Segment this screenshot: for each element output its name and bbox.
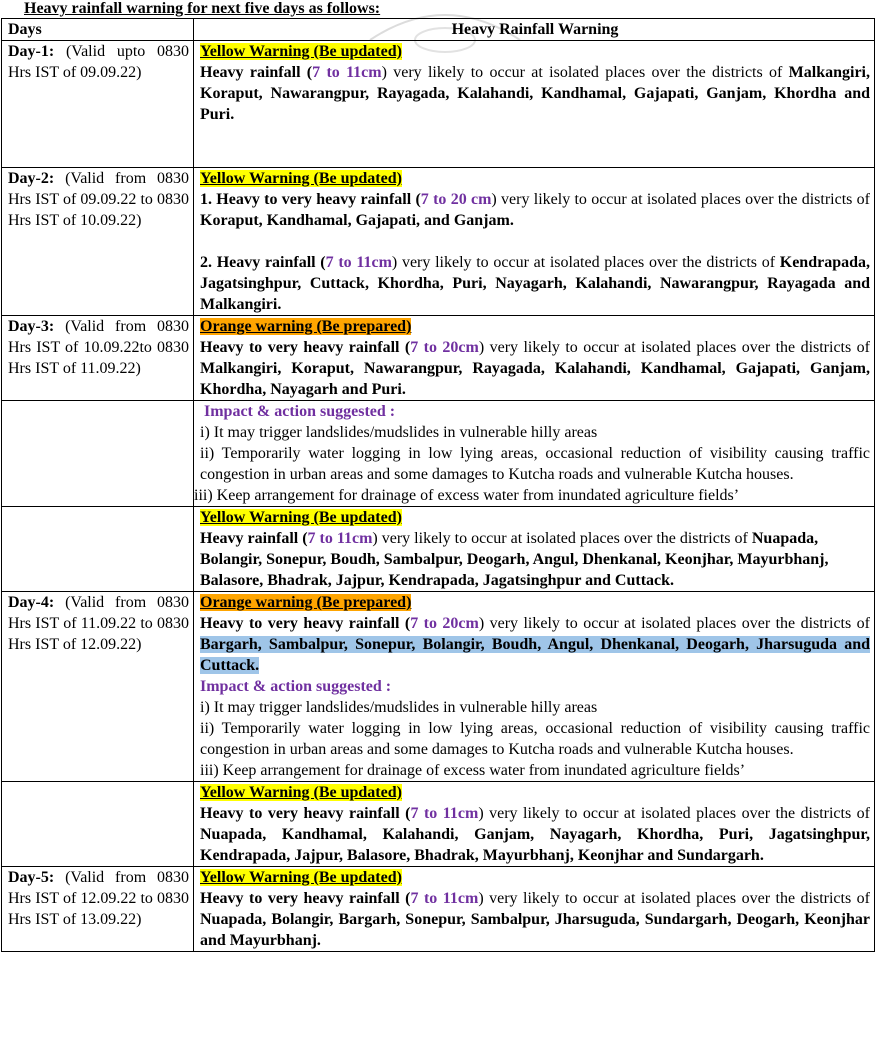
day4-validity: (Valid from 0830 Hrs IST of 11.09.22 to 0830 Hrs IST of 12.09.22) [8,594,189,653]
day4-impact-2: ii) Temporarily water logging in low lying areas, occasional reduction of visibility causing traffic congestion in urban areas and some damages to Kutcha roads and vulnerable Kutcha houses. [200,720,870,758]
day5-label: Day-5: [8,869,55,886]
day4-yellow-cell [194,782,875,867]
day3-warning-cell [194,316,875,401]
day3-text-pre: Heavy to very heavy rainfall ( [200,339,411,356]
day2-item2-mid: ) very likely to occur at isolated places over the districts of [391,254,780,271]
day2-warning-cell [194,168,875,316]
warning-table [1,18,875,952]
day2-item1-mid: ) very likely to occur at isolated places over the districts of [491,191,870,208]
day4-warning-cell [194,592,875,782]
day4-text-pre: Heavy to very heavy rainfall ( [200,615,411,632]
day5-amount: 7 to 11cm [410,890,479,907]
day4-yellow-row [2,782,875,867]
day4-yellow-mid: ) very likely to occur at isolated places over the districts of [478,805,871,822]
day4-amount: 7 to 20cm [410,615,479,632]
day1-districts: Malkangiri, Koraput, Nawarangpur, Rayagada, Kalahandi, Kandhamal, Gajapati, Ganjam, Khordha and Puri. [200,64,870,123]
header-warning: Heavy Rainfall Warning [194,19,875,41]
header-days: Days [2,19,194,41]
day4-yellow-badge: Yellow Warning (Be updated) [200,784,402,801]
day3-impact-row [2,401,875,507]
day1-warning-cell [194,41,875,168]
day1-yellow-badge: Yellow Warning (Be updated) [200,43,402,60]
day1-text-mid: ) very likely to occur at isolated places over the districts of [381,64,789,81]
day3-districts: Malkangiri, Koraput, Nawarangpur, Rayagada, Kalahandi, Kandhamal, Gajapati, Ganjam, Khordha, Nayagarh and Puri. [200,360,870,398]
day2-validity: (Valid from 0830 Hrs IST of 09.09.22 to 0830 Hrs IST of 10.09.22) [8,170,189,229]
day5-text-mid: ) very likely to occur at isolated places over the districts of [478,890,871,907]
day4-yellow-amount: 7 to 11cm [410,805,479,822]
day3-yellow-mid: ) very likely to occur at isolated places over the districts of [372,530,752,547]
day3-impact-2: ii) Temporarily water logging in low lying areas, occasional reduction of visibility causing traffic congestion in urban areas and some damages to Kutcha roads and vulnerable Kutcha houses. [200,445,870,483]
day5-districts: Nuapada, Bolangir, Bargarh, Sonepur, Sambalpur, Jharsuguda, Sundargarh, Deogarh, Keonjhar and Mayurbhanj. [200,911,870,949]
day3-row [2,316,875,401]
day1-text-pre: Heavy rainfall ( [200,64,313,81]
day3-days-cell [2,316,194,401]
day3-orange-badge: Orange warning (Be prepared) [200,318,412,335]
day2-item1-pre: 1. Heavy to very heavy rainfall ( [200,191,421,208]
day4-impact-1: i) It may trigger landslides/mudslides in vulnerable hilly areas [200,699,598,716]
day2-days-cell [2,168,194,316]
day2-item2-amount: 7 to 11cm [325,254,392,271]
day4-label: Day-4: [8,594,55,611]
day3-yellow-cell [194,507,875,592]
day3-yellow-districts: Nuapada, Bolangir, Sonepur, Boudh, Sambalpur, Deogarh, Angul, Dhenkanal, Keonjhar, Mayurbhanj, Balasore, Bhadrak, Jajpur, Kendrapada, Jagatsinghpur and Cuttack. [200,530,829,589]
day2-item1-amount: 7 to 20 cm [420,191,492,208]
day3-impact-days-cell [2,401,194,507]
page-title: Heavy rainfall warning for next five days as follows: [24,0,381,17]
day5-validity: (Valid from 0830 Hrs IST of 12.09.22 to 0830 Hrs IST of 13.09.22) [8,869,189,928]
day5-row [2,867,875,952]
day2-item1-districts: Koraput, Kandhamal, Gajapati, and Ganjam. [200,212,514,229]
day4-impact-title: Impact & action suggested : [200,678,392,695]
day3-impact-title: Impact & action suggested : [204,403,396,420]
day3-yellow-days-cell [2,507,194,592]
day3-label: Day-3: [8,318,55,335]
day3-impact-3: iii) Keep arrangement for drainage of excess water from inundated agriculture fields’ [194,487,740,504]
day5-warning-cell [194,867,875,952]
day2-item2-districts: Kendrapada, Jagatsinghpur, Cuttack, Khordha, Puri, Nayagarh, Kalahandi, Nawarangpur, Rayagada and Malkangiri. [200,254,870,313]
day5-text-pre: Heavy to very heavy rainfall ( [200,890,411,907]
day3-yellow-pre: Heavy rainfall ( [200,530,308,547]
day1-days-cell [2,41,194,168]
day1-amount: 7 to 11cm [312,64,382,81]
day1-validity: (Valid upto 0830 Hrs IST of 09.09.22) [8,43,190,81]
day3-validity: (Valid from 0830 Hrs IST of 10.09.22to 0830 Hrs IST of 11.09.22) [8,318,189,377]
day3-amount: 7 to 20cm [410,339,479,356]
day3-impact-cell [194,401,875,507]
day4-yellow-days-cell [2,782,194,867]
day4-districts-highlight: Bargarh, Sambalpur, Sonepur, Bolangir, Boudh, Angul, Dhenkanal, Deogarh, Jharsuguda and Cuttack. [200,636,870,674]
day1-label: Day-1: [8,43,55,60]
day4-yellow-pre: Heavy to very heavy rainfall ( [200,805,411,822]
header-row [2,19,875,41]
day2-row [2,168,875,316]
day3-yellow-amount: 7 to 11cm [307,530,373,547]
day2-label: Day-2: [8,170,55,187]
day4-row [2,592,875,782]
day3-yellow-badge: Yellow Warning (Be updated) [200,509,402,526]
day3-text-mid: ) very likely to occur at isolated places over the districts of [478,339,870,356]
day2-item2-pre: 2. Heavy rainfall ( [200,254,326,271]
day5-yellow-badge: Yellow Warning (Be updated) [200,869,402,886]
day4-yellow-districts: Nuapada, Kandhamal, Kalahandi, Ganjam, Nayagarh, Khordha, Puri, Jagatsinghpur, Kendrapada, Jajpur, Balasore, Bhadrak, Mayurbhanj, Keonjhar and Sundargarh. [200,826,870,864]
day5-days-cell [2,867,194,952]
day3-yellow-row [2,507,875,592]
day4-days-cell [2,592,194,782]
day3-impact-1: i) It may trigger landslides/mudslides in vulnerable hilly areas [200,424,598,441]
day1-row [2,41,875,168]
day2-yellow-badge: Yellow Warning (Be updated) [200,170,402,187]
day4-orange-badge: Orange warning (Be prepared) [200,594,412,611]
day4-impact-3: iii) Keep arrangement for drainage of excess water from inundated agriculture fields’ [200,762,746,779]
day4-text-mid: ) very likely to occur at isolated places over the districts of [478,615,870,632]
